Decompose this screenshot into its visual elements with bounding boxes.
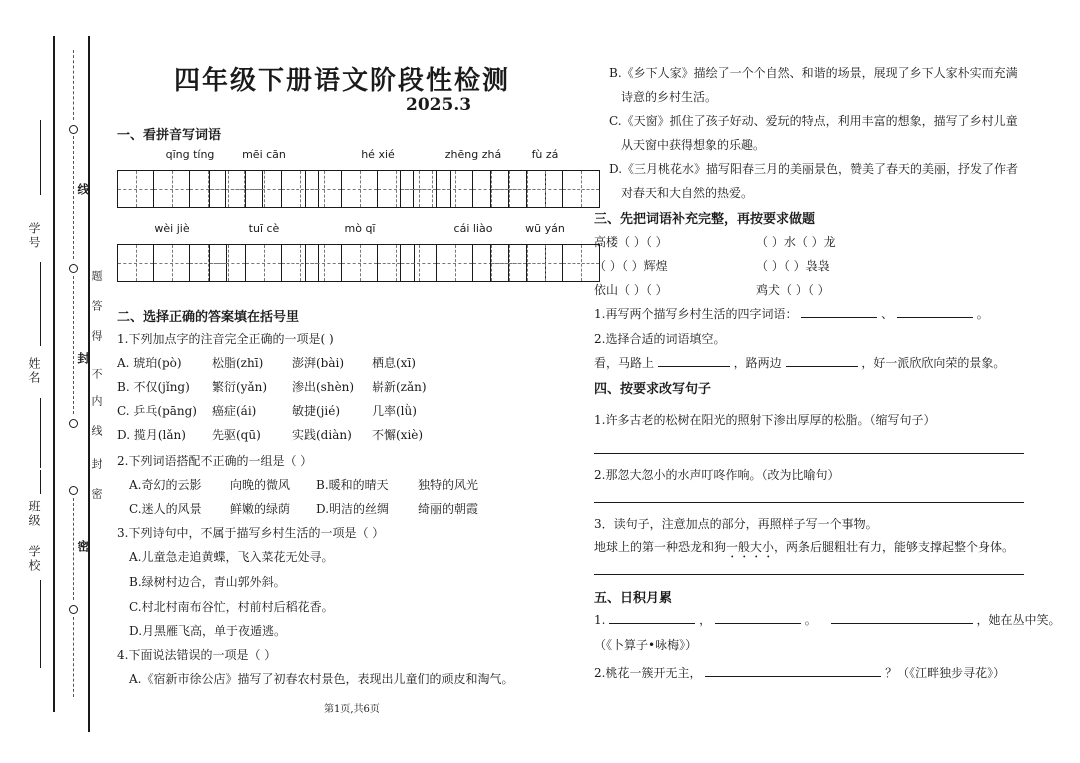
s3-q2-blank-2[interactable]: [786, 366, 858, 367]
q3-option-d: D.月黑雁飞高，单于夜遁逃。: [129, 624, 287, 638]
s5-q2-prefix: 2.桃花一簇开无主，: [594, 666, 702, 680]
question-2: 2.下列词语搭配不正确的一组是（ ）: [117, 454, 313, 468]
s3-q2-blank-1[interactable]: [658, 366, 730, 367]
s5-q1-comma: ，: [699, 613, 712, 627]
student-name-field[interactable]: [40, 290, 41, 346]
student-name-label: 姓名: [27, 357, 41, 385]
question-4: 4.下面说法错误的一项是（ ）: [117, 648, 277, 662]
page-title: 四年级下册语文阶段性检测: [174, 66, 511, 96]
notice-feng: 封: [90, 458, 103, 471]
q1-option-c1: C. 乒乓(pāng): [117, 404, 197, 418]
character-cell[interactable]: [401, 245, 437, 281]
s4-answer-line-3[interactable]: [594, 574, 1024, 575]
idiom-2[interactable]: （ ）水（ ）龙: [756, 235, 836, 249]
idiom-5[interactable]: 依山（ ）（ ）: [594, 283, 668, 297]
pinyin-label: tuī cè: [248, 222, 280, 235]
q1-option-b1: B. 不仅(jǐng): [117, 380, 190, 394]
character-cell[interactable]: [118, 245, 154, 281]
student-class-field[interactable]: [40, 470, 41, 494]
q1-option-c2: 癌症(ái): [212, 404, 257, 418]
idiom-3[interactable]: （ ）（ ）辉煌: [594, 259, 668, 273]
section4-heading: 四、按要求改写句子: [594, 382, 712, 397]
character-cell[interactable]: [306, 171, 342, 207]
binding-dash: [73, 276, 75, 414]
q4-option-d-line1: D.《三月桃花水》描写阳春三月的美丽景色，赞美了春天的美丽，抒发了作者: [609, 162, 1019, 176]
character-cell[interactable]: [154, 171, 190, 207]
q1-option-b3: 渗出(shèn): [292, 380, 355, 394]
section3-heading: 三、先把词语补充完整，再按要求做题: [594, 212, 816, 227]
s5-q1-prefix: 1.: [594, 613, 606, 627]
character-grid[interactable]: [490, 170, 600, 208]
student-class-label: 班级: [27, 500, 41, 528]
q4-option-c-line2: 从天窗中获得想象的乐趣。: [621, 138, 766, 152]
binding-hole: [69, 605, 78, 614]
q2-option-2: 向晚的微风: [230, 478, 291, 492]
pinyin-label: qīng tíng: [165, 148, 215, 161]
binding-outer-line: [53, 36, 55, 712]
s3-question-2: 2.选择合适的词语填空。: [594, 332, 726, 346]
binding-hole: [69, 125, 78, 134]
s3-q1-sep: 、: [881, 307, 894, 321]
q1-option-b2: 繁衍(yǎn): [212, 380, 268, 394]
notice-ti: 题: [90, 270, 103, 283]
q2-option-8: 绮丽的朝霞: [418, 502, 479, 516]
notice-da: 答: [90, 300, 103, 313]
exam-date: 2025.3: [406, 95, 472, 115]
pinyin-label: mò qī: [344, 222, 376, 235]
s3-q2-part-b: ，路两边: [733, 356, 782, 370]
q4-option-c-line1: C.《天窗》抓住了孩子好动、爱玩的特点，利用丰富的想象，描写了乡村儿童: [609, 114, 1018, 128]
s3-q2-part-c: ，好一派欣欣向荣的景象。: [861, 356, 1006, 370]
character-cell[interactable]: [154, 245, 190, 281]
character-grid[interactable]: [305, 244, 415, 282]
student-id-field[interactable]: [40, 120, 41, 195]
q1-option-a1: A. 琥珀(pò): [117, 356, 182, 370]
q2-option-7: D.明洁的丝绸: [316, 502, 390, 516]
pinyin-label: wèi jiè: [154, 222, 190, 235]
q3-option-b: B.绿树村边合，青山郭外斜。: [129, 575, 286, 589]
s4-answer-line-2[interactable]: [594, 502, 1024, 503]
binding-dash: [73, 136, 75, 259]
binding-inner-line: [88, 36, 90, 732]
pinyin-label: hé xié: [361, 148, 395, 161]
q4-option-a: A.《宿新市徐公店》描写了初春农村景色，表现出儿童们的顽皮和淘气。: [129, 672, 514, 686]
s4-question-2: 2.那忽大忽小的水声叮咚作响。（改为比喻句）: [594, 468, 840, 482]
s3-q1-end: 。: [976, 307, 989, 321]
section1-heading: 一、看拼音写词语: [117, 128, 222, 143]
section5-heading: 五、日积月累: [594, 591, 673, 606]
q2-option-3: B.暖和的晴天: [316, 478, 389, 492]
q1-option-c4: 几率(lǜ): [372, 404, 417, 418]
character-cell[interactable]: [246, 171, 282, 207]
q1-option-a2: 松脂(zhī): [212, 356, 264, 370]
s5-q1-blank-1[interactable]: [609, 623, 695, 624]
notice-de: 得: [90, 330, 103, 343]
pinyin-label: wū yán: [525, 222, 565, 235]
s5-q1-end: ，她在丛中笑。: [976, 613, 1061, 627]
q4-option-b-line2: 诗意的乡村生活。: [621, 90, 718, 104]
student-name-field-2[interactable]: [40, 398, 41, 468]
character-cell[interactable]: [527, 245, 563, 281]
character-cell[interactable]: [491, 245, 527, 281]
s3-q1-blank-2[interactable]: [897, 317, 973, 318]
pinyin-label: zhēng zhá: [444, 148, 502, 161]
character-cell[interactable]: [491, 171, 527, 207]
notice-bu: 不: [90, 368, 103, 381]
seal-feng-char: 封: [76, 352, 90, 366]
notice-nei: 内: [90, 395, 103, 408]
student-school-field[interactable]: [40, 580, 41, 668]
q2-option-5: C.迷人的风景: [129, 502, 202, 516]
idiom-1[interactable]: 高楼（ ）（ ）: [594, 235, 668, 249]
q1-option-b4: 崭新(zǎn): [372, 380, 427, 394]
character-cell[interactable]: [118, 171, 154, 207]
pinyin-label: cái liào: [453, 222, 493, 235]
s5-q1-period: 。: [804, 613, 817, 627]
s3-q1-blank-1[interactable]: [801, 317, 877, 318]
idiom-6[interactable]: 鸡犬（ ）（ ）: [756, 283, 830, 297]
character-cell[interactable]: [342, 171, 378, 207]
binding-hole: [69, 486, 78, 495]
page-number: 第1页,共6页: [324, 704, 380, 715]
character-cell[interactable]: [563, 171, 599, 207]
question-1: 1.下列加点字的注音完全正确的一项是( ): [117, 332, 334, 346]
s4-question-3: 3．读句子，注意加点的部分，再照样子写一个事物。: [594, 517, 878, 531]
student-id-label: 学号: [27, 222, 41, 250]
seal-line-char: 线: [76, 183, 90, 197]
s4-sentence: [594, 538, 1014, 561]
q1-option-d1: D. 揽月(lǎn): [117, 428, 186, 442]
character-cell[interactable]: [527, 171, 563, 207]
s4-sentence-dotted: 一般大小: [726, 540, 775, 554]
notice-xian: 线: [90, 425, 103, 438]
s5-q1-blank-2[interactable]: [715, 623, 801, 624]
student-id-field-2[interactable]: [40, 262, 41, 292]
s3-question-1: [594, 305, 989, 322]
q3-option-c: C.村北村南布谷忙，村前村后稻花香。: [129, 600, 334, 614]
character-cell[interactable]: [437, 245, 473, 281]
s3-question-2-fill: [594, 354, 1005, 371]
pinyin-label: mēi cān: [242, 148, 286, 161]
character-cell[interactable]: [246, 245, 282, 281]
q4-option-b-line1: B.《乡下人家》描绘了一个个自然、和谐的场景，展现了乡下人家朴实而充满: [609, 66, 1018, 80]
s5-question-1: [594, 611, 1060, 628]
character-grid[interactable]: [490, 244, 600, 282]
s3-q2-part-a: 看，马路上: [594, 356, 655, 370]
binding-hole: [69, 264, 78, 273]
q1-option-c3: 敏捷(jié): [292, 404, 341, 418]
character-cell[interactable]: [306, 245, 342, 281]
seal-mi-char: 密: [76, 540, 90, 554]
binding-dash: [73, 50, 75, 120]
character-cell[interactable]: [437, 171, 473, 207]
q1-option-a3: 澎湃(bài): [292, 356, 345, 370]
character-cell[interactable]: [210, 171, 246, 207]
s4-answer-line-1[interactable]: [594, 453, 1024, 454]
s4-sentence-post: ，两条后腿粗壮有力，能够支撑起整个身体。: [774, 540, 1015, 554]
q1-option-a4: 栖息(xī): [372, 356, 416, 370]
notice-mi: 密: [90, 488, 103, 501]
s5-q2-end: ？（《江畔独步寻花》）: [885, 666, 1006, 680]
q2-option-4: 独特的风光: [418, 478, 479, 492]
q2-option-1: A.奇幻的云影: [129, 478, 202, 492]
character-cell[interactable]: [401, 171, 437, 207]
pinyin-label: fù zá: [531, 148, 559, 161]
character-cell[interactable]: [210, 245, 246, 281]
q1-option-d4: 不懈(xiè): [372, 428, 424, 442]
s5-q1-blank-3[interactable]: [831, 623, 973, 624]
binding-hole: [69, 419, 78, 428]
binding-dash: [73, 617, 75, 697]
s3-q1-text: 1.再写两个描写乡村生活的四字词语：: [594, 307, 798, 321]
q1-option-d2: 先驱(qū): [212, 428, 261, 442]
q1-option-d3: 实践(diàn): [292, 428, 352, 442]
s4-sentence-pre: 地球上的第一种恐龙和狗: [594, 540, 727, 554]
section2-heading: 二、选择正确的答案填在括号里: [117, 310, 300, 325]
character-grid[interactable]: [209, 244, 319, 282]
s5-question-2: [594, 664, 1005, 681]
q3-option-a: A.儿童急走追黄蝶，飞入菜花无处寻。: [129, 550, 334, 564]
character-grid[interactable]: [209, 170, 319, 208]
q2-option-6: 鲜嫩的绿荫: [230, 502, 291, 516]
question-3: 3.下列诗句中，不属于描写乡村生活的一项是（ ）: [117, 526, 385, 540]
s5-q2-blank[interactable]: [705, 676, 881, 677]
student-school-label: 学校: [27, 545, 41, 573]
idiom-4[interactable]: （ ）（ ）袅袅: [756, 259, 830, 273]
s4-question-1: 1.许多古老的松树在阳光的照射下渗出厚厚的松脂。（缩写句子）: [594, 413, 936, 427]
q4-option-d-line2: 对春天和大自然的热爱。: [621, 186, 754, 200]
character-cell[interactable]: [342, 245, 378, 281]
s5-q1-source: （《卜算子•咏梅》）: [594, 638, 698, 652]
